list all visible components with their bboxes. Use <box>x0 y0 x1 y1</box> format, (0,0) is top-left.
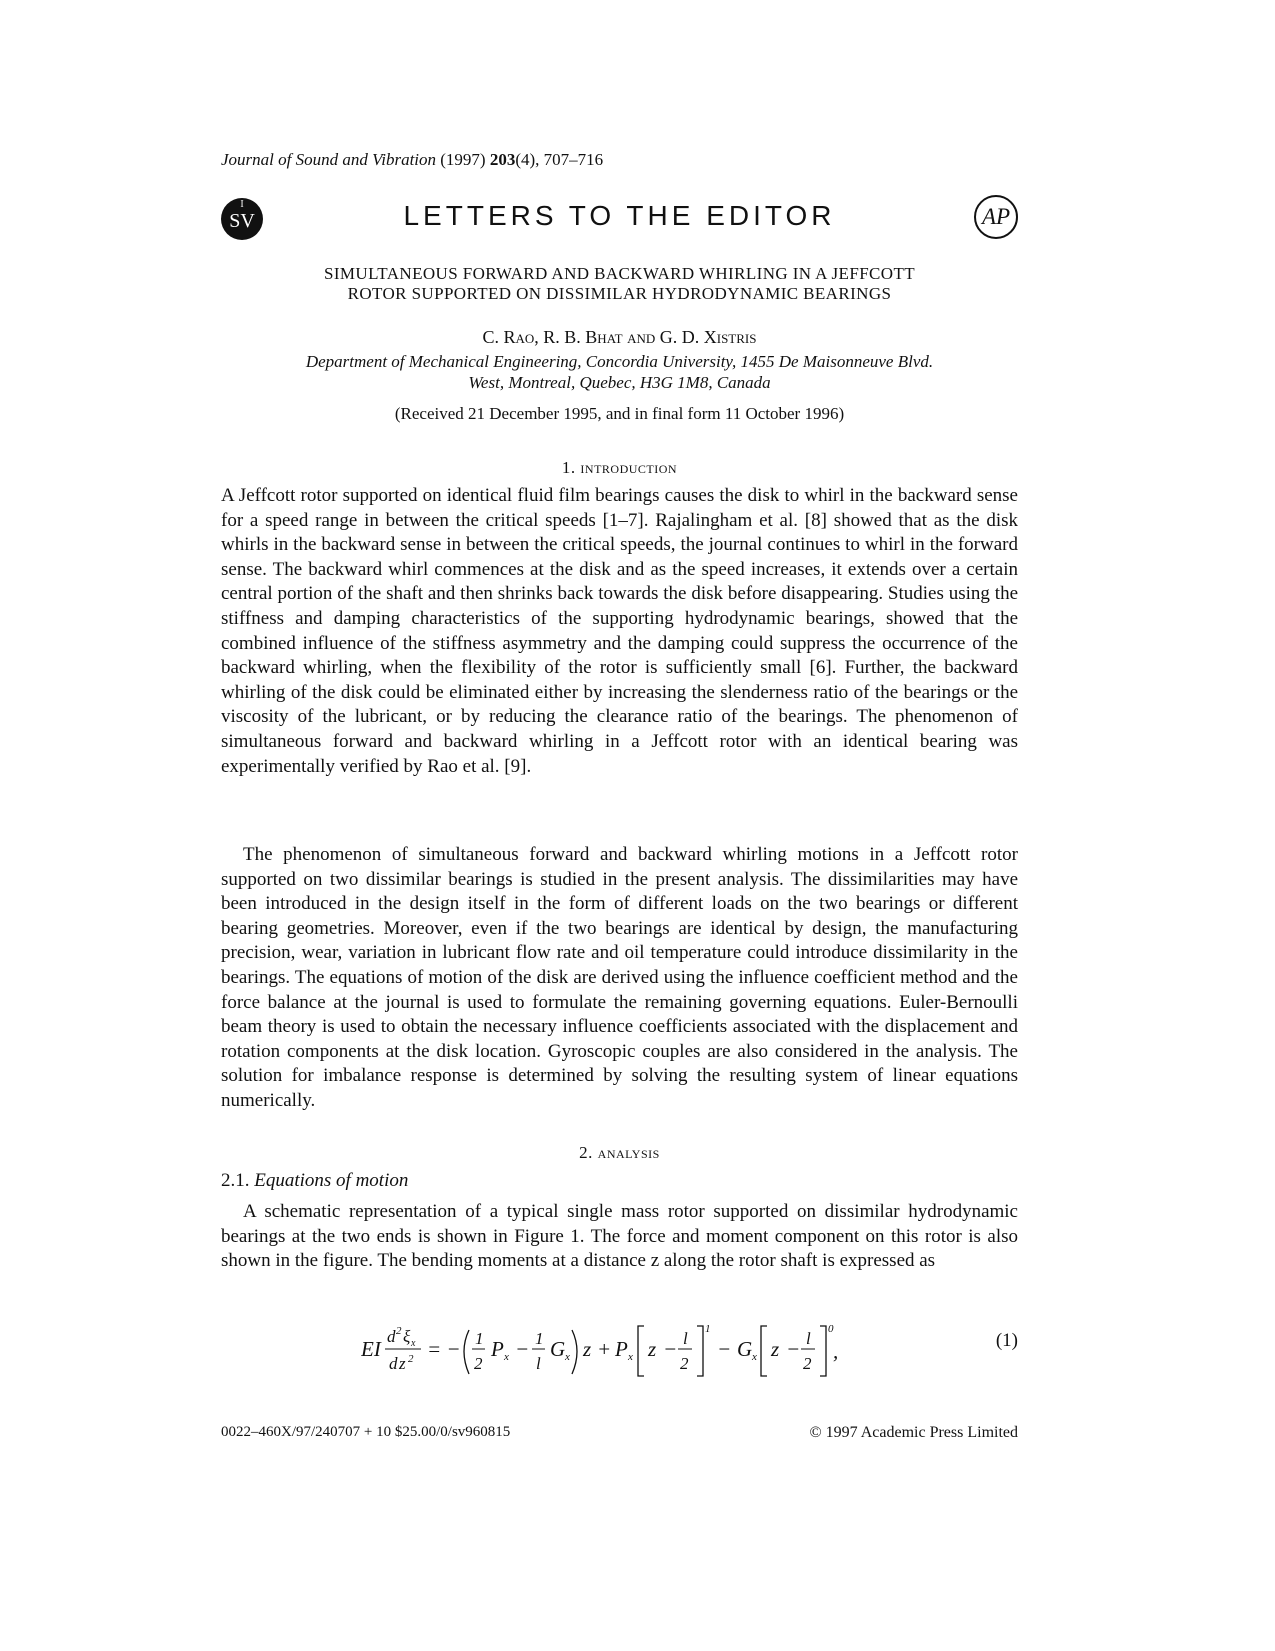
intro-paragraph-1 <box>221 484 1018 779</box>
equation-1 <box>361 1318 881 1384</box>
svg-text:EI: EI <box>361 1337 381 1361</box>
journal-year: (1997) <box>440 150 486 169</box>
sv-logo-text: SV <box>229 210 255 232</box>
equation-number: (1) <box>995 1330 1018 1351</box>
svg-text:x: x <box>411 1338 416 1349</box>
svg-text:0: 0 <box>828 1323 834 1335</box>
svg-text:−: − <box>515 1337 530 1361</box>
section-heading-analysis: 2. analysis <box>579 1143 660 1162</box>
footer-code: 0022–460X/97/240707 + 10 $25.00/0/sv960815 <box>221 1424 511 1440</box>
svg-text:G: G <box>737 1337 753 1361</box>
section-heading-introduction: 1. introduction <box>561 458 678 477</box>
received-dates: (Received 21 December 1995, and in final form 11 October 1996) <box>394 404 845 423</box>
svg-text:l: l <box>536 1354 541 1373</box>
svg-text:d: d <box>387 1327 396 1346</box>
svg-text:−: − <box>663 1337 678 1361</box>
svg-text:x: x <box>628 1351 633 1363</box>
svg-text:= −: = − <box>427 1337 461 1361</box>
subsection-title: Equations of motion <box>254 1170 409 1191</box>
article-title <box>221 264 1018 304</box>
intro-paragraph-2 <box>221 843 1018 1114</box>
affiliation-line-2: West, Montreal, Quebec, H3G 1M8, Canada <box>468 373 771 392</box>
subsection-number: 2.1. <box>221 1170 250 1191</box>
title-line-1: SIMULTANEOUS FORWARD AND BACKWARD WHIRLING IN A JEFFCOTT <box>323 264 916 283</box>
svg-text:l: l <box>683 1329 688 1348</box>
svg-text:2: 2 <box>680 1354 689 1373</box>
sv-logo-superscript: I <box>240 199 244 210</box>
journal-volume: 203 <box>489 150 516 169</box>
svg-text:ξ: ξ <box>403 1327 411 1346</box>
ap-logo-icon <box>974 195 1018 239</box>
svg-text:z: z <box>399 1354 406 1373</box>
svg-text:,: , <box>833 1339 839 1363</box>
journal-issue-pages: (4), 707–716 <box>515 150 604 169</box>
svg-text:1: 1 <box>535 1329 544 1348</box>
svg-text:x: x <box>752 1351 757 1363</box>
svg-text:2: 2 <box>803 1354 812 1373</box>
title-line-2: ROTOR SUPPORTED ON DISSIMILAR HYDRODYNAMIC BEARINGS <box>347 284 892 303</box>
paragraph-text: A Jeffcott rotor supported on identical fluid film bearings causes the disk to whirl in the backward sense for a speed range in between the critical speeds [1–7]. Rajalingham et al. [8] showed that as the disk whirls in the backward sense in between the critical speeds, the journal continues to whirl in the forward sense. The backward whirl commences at the disk and as the speed increases, it extends over a certain central portion of the shaft and then shrinks back towards the disk before disappearing. Studies using the stiffness and damping characteristics of the supporting hydrodynamic bearings, showed that the combined influence of the stiffness asymmetry and the damping could suppress the occurrence of the backward whirling, when the flexibility of the rotor is sufficiently small [6]. Further, the backward whirling of the disk could be eliminated either by increasing the slenderness ratio of the bearings or the viscosity of the lubricant, or by reducing the clearance ratio of the bearings. The phenomenon of simultaneous forward and backward whirling in a Jeffcott rotor with an identical bearing was experimentally verified by Rao et al. [9]. <box>221 485 1018 777</box>
paragraph-text: A schematic representation of a typical single mass rotor supported on dissimilar hydrodynamic bearings at the two ends is shown in Figure 1. The force and moment component on this rotor is also shown in the figure. The bending moments at a distance z along the rotor shaft is expressed as <box>221 1201 1018 1272</box>
svg-text:+: + <box>597 1337 612 1361</box>
svg-text:P: P <box>491 1337 504 1361</box>
subsection-heading <box>221 1170 408 1192</box>
section-label: LETTERS TO THE EDITOR <box>403 200 836 231</box>
svg-text:−: − <box>717 1337 732 1361</box>
svg-text:1: 1 <box>705 1323 711 1335</box>
svg-text:−: − <box>786 1337 801 1361</box>
svg-text:2: 2 <box>396 1325 402 1337</box>
authors: C. Rao, R. B. Bhat and G. D. Xistris <box>482 327 757 347</box>
svg-text:x: x <box>565 1351 570 1363</box>
svg-text:z: z <box>648 1337 657 1361</box>
footer-copyright: © 1997 Academic Press Limited <box>809 1424 1018 1441</box>
paragraph-text: The phenomenon of simultaneous forward and backward whirling motions in a Jeffcott rotor supported on two dissimilar bearings is studied in the present analysis. The dissimilarities may have been introduced in the design itself in the form of different loads on the two bearings or different bearing geometries. Moreover, even if the two bearings are identical by design, the manufacturing precision, wear, variation in lubricant flow rate and oil temperature could introduce dissimilarity in the bearings. The equations of motion of the disk are derived using the influence coefficient method and the force balance at the journal is used to formulate the remaining governing equations. Euler-Bernoulli beam theory is used to obtain the necessary influence coefficients associated with the displacement and rotation components at the disk location. Gyroscopic couples are also considered in the analysis. The solution for imbalance response is determined by solving the resulting system of linear equations numerically. <box>221 844 1018 1111</box>
svg-text:2: 2 <box>408 1353 414 1365</box>
svg-text:G: G <box>550 1337 566 1361</box>
affiliation <box>221 351 1018 393</box>
affiliation-line-1: Department of Mechanical Engineering, Concordia University, 1455 De Maisonneuve Blvd. <box>305 352 934 371</box>
analysis-paragraph-1 <box>221 1200 1018 1274</box>
svg-text:2: 2 <box>474 1354 483 1373</box>
svg-text:1: 1 <box>475 1329 484 1348</box>
svg-text:P: P <box>615 1337 628 1361</box>
journal-citation <box>221 150 603 170</box>
svg-text:z: z <box>771 1337 780 1361</box>
svg-text:x: x <box>504 1351 509 1363</box>
svg-text:l: l <box>806 1329 811 1348</box>
svg-text:d: d <box>389 1354 398 1373</box>
journal-name: Journal of Sound and Vibration <box>221 150 437 169</box>
ap-logo-text: AP <box>981 204 1011 229</box>
svg-text:z: z <box>583 1337 592 1361</box>
